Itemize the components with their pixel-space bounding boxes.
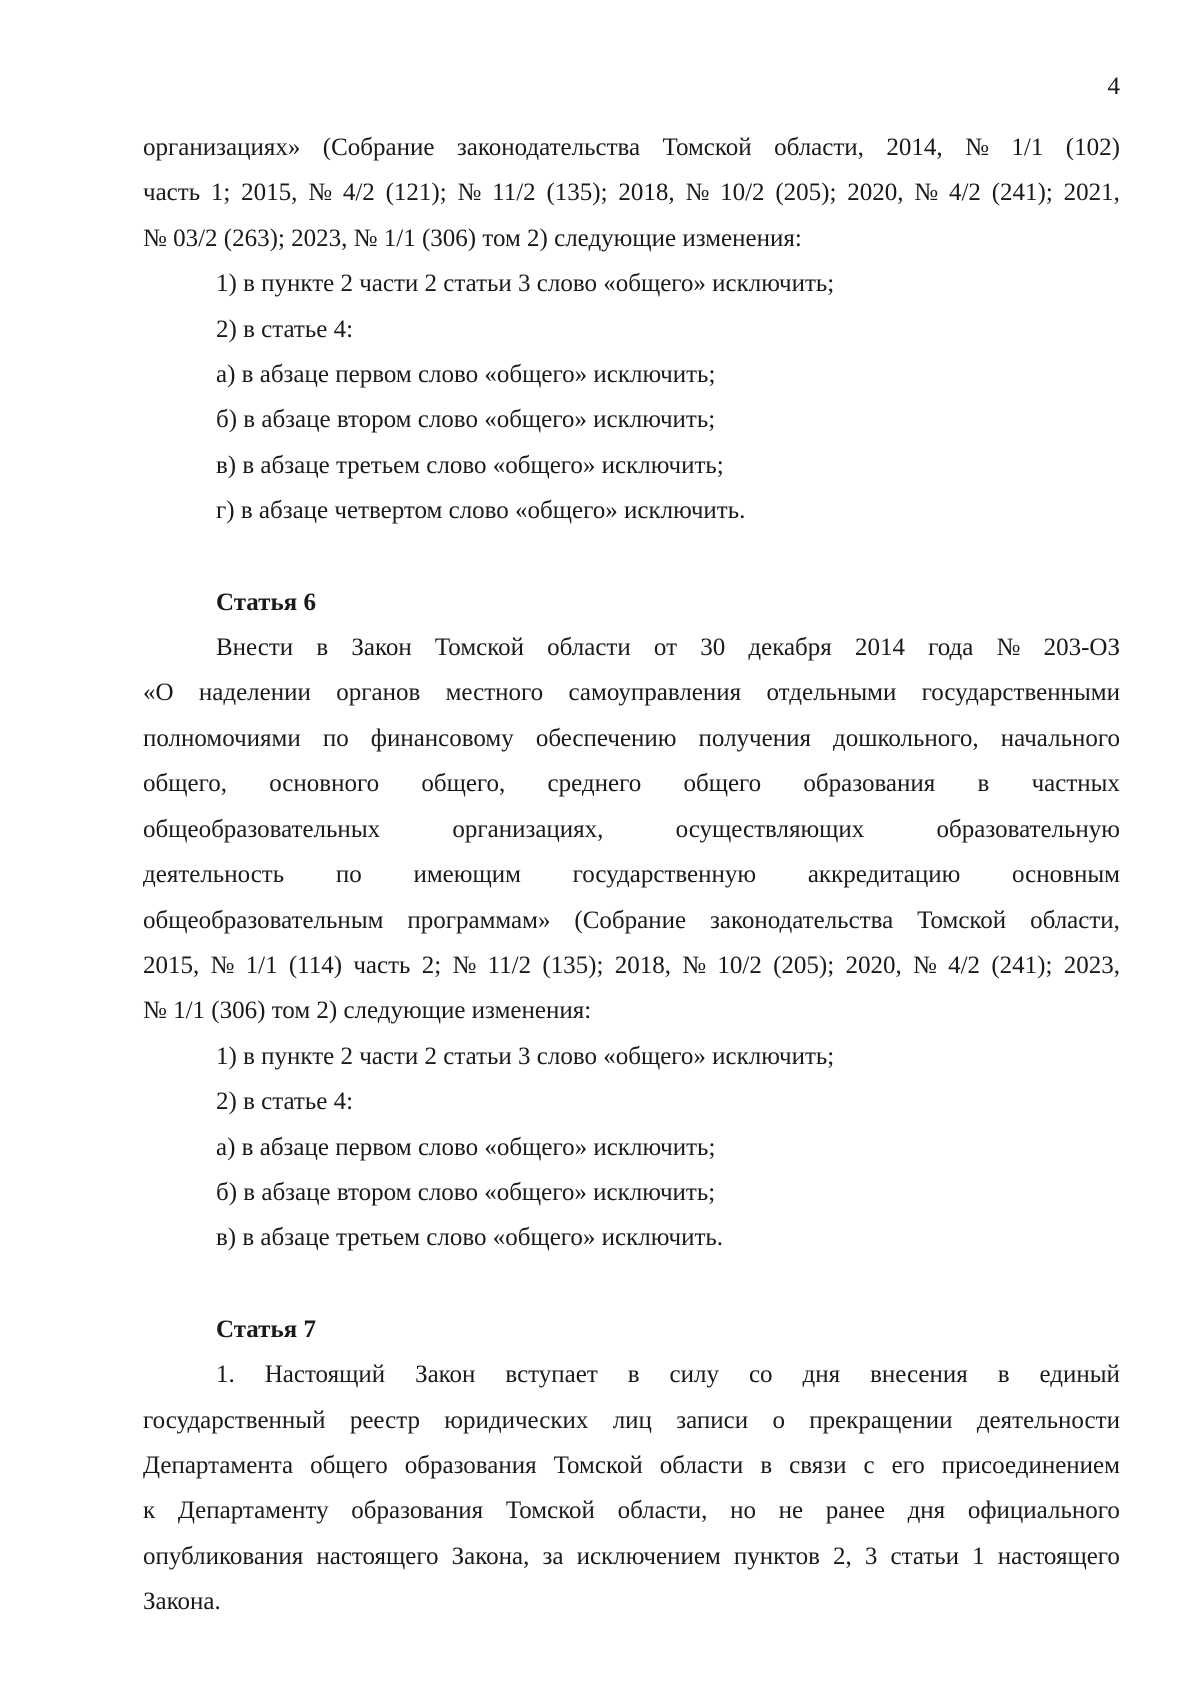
word: внесения bbox=[870, 1361, 968, 1389]
article-7-line-5 bbox=[143, 1534, 1120, 1579]
word: за bbox=[542, 1542, 564, 1570]
word: 3 bbox=[864, 1542, 878, 1570]
word: области bbox=[547, 634, 631, 662]
word: 2015, bbox=[143, 951, 200, 979]
word: основным bbox=[1012, 861, 1120, 889]
word: (121); bbox=[385, 179, 447, 207]
article-7-line-4 bbox=[143, 1488, 1120, 1533]
word: органов bbox=[336, 679, 421, 707]
word: № bbox=[685, 179, 710, 207]
article-6-item: 1) в пункте 2 части 2 статьи 3 слово «общего» исключить; bbox=[216, 1042, 835, 1070]
word: (241); bbox=[991, 951, 1053, 979]
word: осуществляющих bbox=[675, 815, 865, 843]
word: силу bbox=[669, 1361, 719, 1389]
article-6-item: в) в абзаце третьем слово «общего» исключить. bbox=[216, 1224, 724, 1252]
word: с bbox=[863, 1451, 875, 1479]
word: (205); bbox=[773, 951, 835, 979]
word: года bbox=[928, 634, 974, 662]
word: в bbox=[627, 1361, 640, 1389]
word: № bbox=[996, 634, 1021, 662]
article-7-line-3 bbox=[143, 1443, 1120, 1488]
word: общего bbox=[683, 770, 762, 798]
word: 1 bbox=[972, 1542, 985, 1570]
word: декабря bbox=[748, 634, 832, 662]
article-6-line-7 bbox=[143, 898, 1120, 943]
word: 2020, bbox=[845, 951, 902, 979]
word: (Собрание bbox=[574, 906, 687, 934]
intro-item: 1) в пункте 2 части 2 статьи 3 слово «общего» исключить; bbox=[216, 270, 835, 298]
intro-item: б) в абзаце втором слово «общего» исключить; bbox=[216, 406, 716, 434]
word: дня bbox=[907, 1497, 946, 1525]
word: пунктов bbox=[733, 1542, 820, 1570]
word: 10/2 bbox=[720, 179, 765, 207]
article-6-line-4 bbox=[143, 761, 1120, 806]
word: области, bbox=[774, 134, 864, 161]
word: реестр bbox=[349, 1406, 420, 1434]
word: законодательства bbox=[710, 906, 894, 934]
word: настоящего bbox=[316, 1542, 439, 1570]
word: 2020, bbox=[847, 179, 904, 207]
word: записи bbox=[676, 1406, 749, 1434]
word: области, bbox=[617, 1497, 708, 1525]
word: 203-ОЗ bbox=[1043, 634, 1120, 662]
word: местного bbox=[445, 679, 544, 707]
word: 4/2 bbox=[948, 951, 981, 979]
word: Томской bbox=[662, 134, 752, 161]
word: деятельности bbox=[976, 1406, 1120, 1434]
word: (135); bbox=[546, 179, 608, 207]
word: № bbox=[682, 951, 707, 979]
document-body bbox=[143, 125, 1120, 1625]
word: № bbox=[308, 179, 333, 207]
article-6-line-2 bbox=[143, 670, 1120, 715]
word: частных bbox=[1031, 770, 1120, 798]
word: № bbox=[452, 951, 477, 979]
article-6-line-9: № 1/1 (306) том 2) следующие изменения: bbox=[143, 997, 592, 1025]
word: среднего bbox=[547, 770, 642, 798]
word: со bbox=[748, 1361, 773, 1389]
word: о bbox=[772, 1406, 785, 1434]
article-6-heading: Статья 6 bbox=[216, 588, 316, 616]
word: от bbox=[653, 634, 678, 662]
word: 30 bbox=[700, 634, 726, 662]
word: (241); bbox=[991, 179, 1053, 207]
word: часть bbox=[143, 179, 201, 207]
word: не bbox=[778, 1497, 804, 1525]
word: часть bbox=[353, 951, 411, 979]
word: финансовому bbox=[370, 724, 514, 752]
word: Томской bbox=[505, 1497, 595, 1525]
word: общего, bbox=[421, 770, 506, 798]
word: 2014, bbox=[886, 134, 943, 161]
word: Закон bbox=[415, 1361, 476, 1389]
word: аккредитацию bbox=[807, 861, 961, 889]
word: 1; bbox=[210, 179, 231, 207]
word: (205); bbox=[775, 179, 837, 207]
intro-line-3: № 03/2 (263); 2023, № 1/1 (306) том 2) следующие изменения: bbox=[143, 224, 802, 252]
word: 4/2 bbox=[948, 179, 981, 207]
word: обеспечению bbox=[535, 724, 677, 752]
word: в bbox=[997, 1361, 1010, 1389]
word: в bbox=[977, 770, 990, 798]
word: к bbox=[143, 1497, 156, 1525]
word: ранее bbox=[825, 1497, 885, 1525]
word: общего, bbox=[143, 770, 227, 798]
article-6-line-1 bbox=[143, 625, 1120, 670]
word: организациях» bbox=[143, 134, 301, 161]
word: 2014 bbox=[854, 634, 905, 662]
word: № bbox=[457, 179, 482, 207]
page-number: 4 bbox=[1107, 73, 1120, 100]
word: Закона, bbox=[451, 1542, 530, 1570]
intro-line-1 bbox=[143, 125, 1120, 170]
word: 2, bbox=[833, 1542, 852, 1570]
intro-item: в) в абзаце третьем слово «общего» исключить; bbox=[216, 451, 724, 479]
word: настоящего bbox=[997, 1542, 1120, 1570]
word: общеобразовательным bbox=[143, 906, 384, 934]
word: лиц bbox=[612, 1406, 652, 1434]
word: Внести bbox=[216, 634, 294, 662]
word: государственную bbox=[572, 861, 757, 889]
word: статьи bbox=[890, 1542, 959, 1570]
word: получения bbox=[698, 724, 811, 752]
word: 1. bbox=[216, 1361, 235, 1389]
word: Томской bbox=[917, 906, 1007, 934]
word: Департамента bbox=[143, 1451, 294, 1479]
word: № bbox=[210, 951, 235, 979]
word: в bbox=[760, 1451, 773, 1479]
article-6-line-6 bbox=[143, 852, 1120, 897]
article-6-line-8 bbox=[143, 943, 1120, 988]
article-7-line-1 bbox=[143, 1352, 1120, 1397]
intro-item: г) в абзаце четвертом слово «общего» исключить. bbox=[216, 497, 746, 525]
word: начального bbox=[1000, 724, 1120, 752]
article-7-heading: Статья 7 bbox=[216, 1315, 316, 1343]
word: общего bbox=[310, 1451, 388, 1479]
word: опубликования bbox=[143, 1542, 304, 1570]
word: 4/2 bbox=[342, 179, 375, 207]
word: 2015, bbox=[241, 179, 298, 207]
word: образования bbox=[803, 770, 936, 798]
intro-item: а) в абзаце первом слово «общего» исключить; bbox=[216, 361, 716, 389]
word: общеобразовательных bbox=[143, 815, 381, 843]
word: программам» bbox=[407, 906, 551, 934]
word: основного bbox=[269, 770, 380, 798]
word: отдельными bbox=[766, 679, 897, 707]
word: образования bbox=[351, 1497, 484, 1525]
word: № bbox=[912, 951, 937, 979]
word: но bbox=[730, 1497, 756, 1525]
word: (135); bbox=[542, 951, 604, 979]
word: 1/1 bbox=[1011, 134, 1044, 161]
word: в bbox=[316, 634, 329, 662]
word: государственный bbox=[143, 1406, 326, 1434]
word: 1/1 bbox=[245, 951, 278, 979]
article-6-item: б) в абзаце втором слово «общего» исключить; bbox=[216, 1178, 716, 1206]
word: государственными bbox=[921, 679, 1120, 707]
word: Закон bbox=[351, 634, 412, 662]
word: законодательства bbox=[456, 134, 641, 161]
word: образовательную bbox=[936, 815, 1120, 843]
word: (Собрание bbox=[322, 134, 435, 161]
article-6-line-3 bbox=[143, 716, 1120, 761]
word: № bbox=[965, 134, 989, 161]
article-6-line-5 bbox=[143, 807, 1120, 852]
word: 2023, bbox=[1063, 951, 1120, 979]
word: «О bbox=[143, 679, 174, 707]
word: 2018, bbox=[614, 951, 671, 979]
word: единый bbox=[1039, 1361, 1120, 1389]
word: вступает bbox=[505, 1361, 598, 1389]
word: (114) bbox=[288, 951, 343, 979]
word: исключением bbox=[576, 1542, 721, 1570]
word: 2; bbox=[421, 951, 442, 979]
word: связи bbox=[789, 1451, 847, 1479]
article-7-line-2 bbox=[143, 1398, 1120, 1443]
word: № bbox=[914, 179, 939, 207]
word: 10/2 bbox=[717, 951, 762, 979]
intro-line-2 bbox=[143, 170, 1120, 215]
word: самоуправления bbox=[568, 679, 742, 707]
word: прекращении bbox=[809, 1406, 953, 1434]
word: его bbox=[891, 1451, 925, 1479]
word: 2021, bbox=[1063, 179, 1120, 207]
word: Томской bbox=[434, 634, 524, 662]
word: деятельность bbox=[143, 861, 285, 889]
intro-item: 2) в статье 4: bbox=[216, 315, 354, 343]
article-6-item: 2) в статье 4: bbox=[216, 1088, 354, 1116]
word: Настоящий bbox=[264, 1361, 386, 1389]
word: образования bbox=[404, 1451, 537, 1479]
word: дошкольного, bbox=[833, 724, 979, 752]
word: Томской bbox=[553, 1451, 643, 1479]
word: наделении bbox=[198, 679, 311, 707]
word: дня bbox=[802, 1361, 841, 1389]
word: 11/2 bbox=[492, 179, 536, 207]
word: (102) bbox=[1065, 134, 1120, 161]
word: официального bbox=[967, 1497, 1120, 1525]
article-6-item: а) в абзаце первом слово «общего» исключить; bbox=[216, 1133, 716, 1161]
word: Департаменту bbox=[177, 1497, 329, 1525]
word: по bbox=[335, 861, 362, 889]
word: юридических bbox=[444, 1406, 589, 1434]
word: полномочиями bbox=[143, 724, 301, 752]
article-7-line-6: Закона. bbox=[143, 1588, 221, 1616]
word: 11/2 bbox=[487, 951, 532, 979]
word: организациях, bbox=[452, 815, 604, 843]
word: по bbox=[322, 724, 349, 752]
word: области bbox=[659, 1451, 744, 1479]
word: имеющим bbox=[413, 861, 521, 889]
word: 2018, bbox=[618, 179, 675, 207]
word: области, bbox=[1030, 906, 1120, 934]
word: присоединением bbox=[941, 1451, 1120, 1479]
